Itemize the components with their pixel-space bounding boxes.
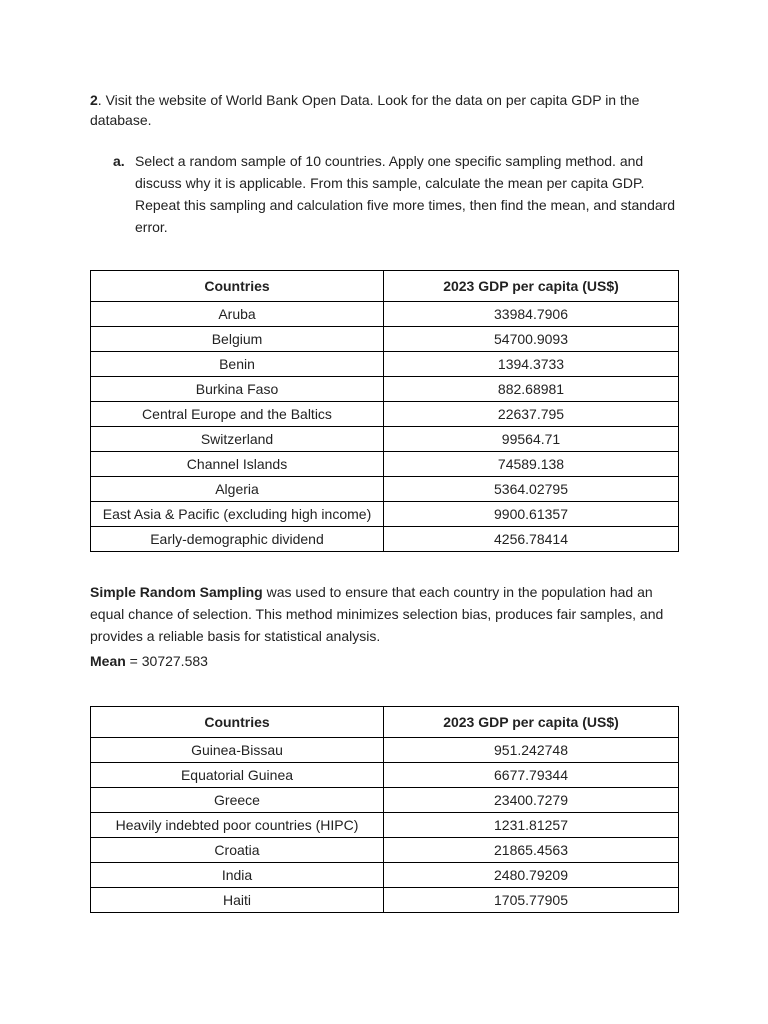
- gdp-cell: 74589.138: [384, 452, 679, 477]
- country-cell: Central Europe and the Baltics: [91, 402, 384, 427]
- gdp-cell: 22637.795: [384, 402, 679, 427]
- table-row: [91, 477, 679, 502]
- country-cell: India: [91, 863, 384, 888]
- gdp-cell: 2480.79209: [384, 863, 679, 888]
- table-row: [91, 452, 679, 477]
- subquestion-a: [90, 150, 680, 238]
- gdp-cell: 882.68981: [384, 377, 679, 402]
- table-header-row: [91, 271, 679, 302]
- gdp-cell: 6677.79344: [384, 763, 679, 788]
- mean-value: = 30727.583: [125, 653, 208, 669]
- country-cell: Early-demographic dividend: [91, 527, 384, 552]
- country-cell: Haiti: [91, 888, 384, 913]
- table-row: [91, 377, 679, 402]
- country-cell: Channel Islands: [91, 452, 384, 477]
- table-row: [91, 427, 679, 452]
- table-row: [91, 788, 679, 813]
- gdp-cell: 33984.7906: [384, 302, 679, 327]
- subquestion-marker: a.: [113, 153, 125, 169]
- country-cell: East Asia & Pacific (excluding high income): [91, 502, 384, 527]
- gdp-cell: 5364.02795: [384, 477, 679, 502]
- table-row: [91, 327, 679, 352]
- question-text: . Visit the website of World Bank Open Data. Look for the data on per capita GDP in the database.: [90, 92, 640, 128]
- table-row: [91, 738, 679, 763]
- country-cell: Croatia: [91, 838, 384, 863]
- gdp-cell: 1394.3733: [384, 352, 679, 377]
- gdp-table-sample-1: [90, 270, 679, 552]
- country-cell: Burkina Faso: [91, 377, 384, 402]
- country-cell: Aruba: [91, 302, 384, 327]
- country-cell: Equatorial Guinea: [91, 763, 384, 788]
- table-row: [91, 402, 679, 427]
- country-cell: Guinea-Bissau: [91, 738, 384, 763]
- question-number: 2: [90, 92, 98, 108]
- country-cell: Benin: [91, 352, 384, 377]
- country-cell: Algeria: [91, 477, 384, 502]
- gdp-cell: 9900.61357: [384, 502, 679, 527]
- header-gdp: 2023 GDP per capita (US$): [384, 271, 679, 302]
- header-gdp: 2023 GDP per capita (US$): [384, 707, 679, 738]
- table-row: [91, 302, 679, 327]
- table-row: [91, 838, 679, 863]
- mean-label: Mean: [90, 653, 126, 669]
- gdp-cell: 4256.78414: [384, 527, 679, 552]
- header-countries: Countries: [91, 707, 384, 738]
- table-row: [91, 888, 679, 913]
- table-row: [91, 863, 679, 888]
- table-row: [91, 763, 679, 788]
- table-row: [91, 502, 679, 527]
- gdp-cell: 99564.71: [384, 427, 679, 452]
- gdp-table-sample-2: [90, 706, 679, 913]
- country-cell: Belgium: [91, 327, 384, 352]
- table-row: [91, 813, 679, 838]
- sampling-explanation-text: was used to ensure that each country in the population had an equal chance of selection. This method minimizes selection bias, produces fair samples, and provides a reliable basis for statistical analysis.: [90, 584, 664, 644]
- gdp-cell: 1705.77905: [384, 888, 679, 913]
- country-cell: Switzerland: [91, 427, 384, 452]
- sampling-method: Simple Random Sampling: [90, 584, 263, 600]
- table-row: [91, 527, 679, 552]
- sampling-explanation: [90, 581, 680, 647]
- gdp-cell: 21865.4563: [384, 838, 679, 863]
- country-cell: Heavily indebted poor countries (HIPC): [91, 813, 384, 838]
- gdp-cell: 1231.81257: [384, 813, 679, 838]
- gdp-cell: 951.242748: [384, 738, 679, 763]
- header-countries: Countries: [91, 271, 384, 302]
- gdp-cell: 23400.7279: [384, 788, 679, 813]
- mean-result: [90, 651, 208, 671]
- table-row: [91, 352, 679, 377]
- question-2: [90, 90, 680, 130]
- subquestion-text: Select a random sample of 10 countries. Apply one specific sampling method. and discuss why it is applicable. From this sample, calculate the mean per capita GDP. Repeat this sampling and calculation five more times, then find the mean, and standard error.: [135, 153, 676, 235]
- table-header-row: [91, 707, 679, 738]
- country-cell: Greece: [91, 788, 384, 813]
- gdp-cell: 54700.9093: [384, 327, 679, 352]
